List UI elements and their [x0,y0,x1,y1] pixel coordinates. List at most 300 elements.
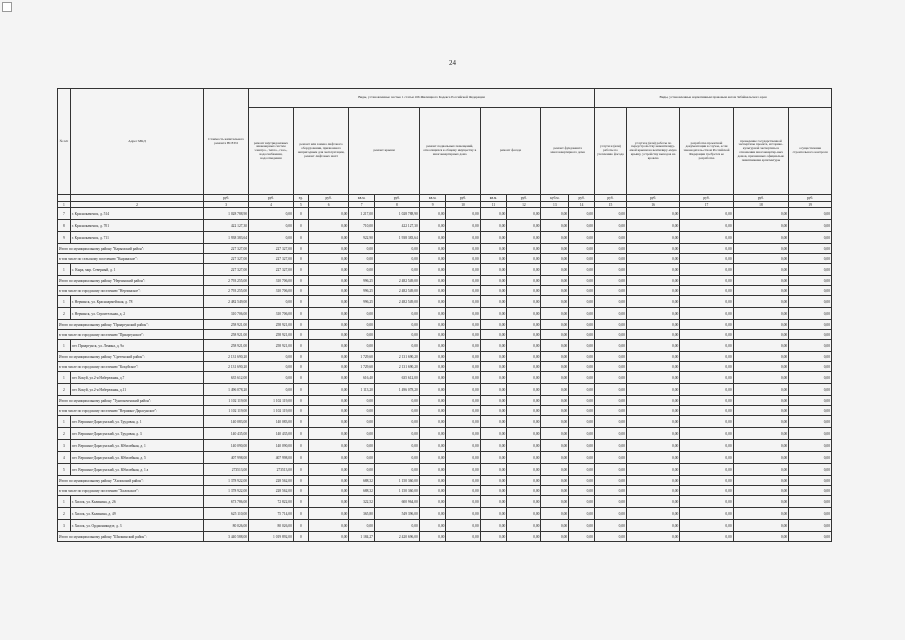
zero-value-cell: 0,00 [419,362,446,372]
unit-cell: кв.м. [349,195,375,202]
roof-cost-cell: 422 127,30 [374,220,419,232]
total-cost-cell: 673 786,00 [204,496,249,508]
zero-value-cell: 0,00 [507,264,541,276]
zero-value-cell: 0,00 [446,452,480,464]
zero-value-cell: 0,00 [446,296,480,308]
zero-value-cell: 0,00 [446,372,480,384]
zero-value-cell: 0,00 [507,286,541,296]
zero-value-cell: 0,00 [680,476,733,486]
engineering-cost-cell: 310 706,00 [249,308,294,320]
zero-value-cell: 0,00 [446,416,480,428]
zero-value-cell: 0,00 [626,476,679,486]
lift-count-cell: 0 [293,232,308,244]
zero-value-cell: 0,00 [680,416,733,428]
row-number: 3 [58,440,71,452]
lift-cost-cell: 0,00 [308,508,349,520]
zero-value-cell: 0,00 [541,308,569,320]
zero-value-cell: 0,00 [507,496,541,508]
zero-value-cell: 0,00 [594,276,626,286]
table-row [58,464,832,476]
zero-value-cell: 0,00 [733,276,789,286]
zero-value-cell: 0,00 [446,254,480,264]
zero-value-cell: 0,00 [626,276,679,286]
zero-value-cell: 0,00 [541,486,569,496]
zero-value-cell: 0,00 [789,452,832,464]
lift-cost-cell: 0,00 [308,340,349,352]
zero-value-cell: 0,00 [541,384,569,396]
subtotal-label: Итого по муниципальному району "Карымский район": [58,244,204,254]
zero-value-cell: 0,00 [594,264,626,276]
zero-value-cell: 0,00 [594,308,626,320]
total-cost-cell: 1 378 922,00 [204,486,249,496]
zero-value-cell: 0,00 [541,396,569,406]
zero-value-cell: 0,00 [480,232,507,244]
zero-value-cell: 0,00 [626,296,679,308]
zero-value-cell: 0,00 [419,244,446,254]
zero-value-cell: 0,00 [446,384,480,396]
roof-area-cell: 922,90 [349,232,375,244]
zero-value-cell: 0,00 [541,372,569,384]
capital-repair-table [57,88,832,542]
lift-count-cell: 0 [293,208,308,220]
address-cell: пгт. Вершино-Дарасунский, ул. Юбилейная, д. 5 [70,452,203,464]
zero-value-cell: 0,00 [680,440,733,452]
zero-value-cell: 0,00 [680,276,733,286]
zero-value-cell: 0,00 [569,254,595,264]
zero-value-cell: 0,00 [419,384,446,396]
engineering-cost-cell: 0,00 [249,384,294,396]
zero-value-cell: 0,00 [507,220,541,232]
roof-cost-cell: 0,00 [374,340,419,352]
zero-value-cell: 0,00 [480,276,507,286]
zero-value-cell: 0,00 [789,340,832,352]
zero-value-cell: 0,00 [541,244,569,254]
col-design-header: разработка проектной документации в случае, если законодатель-ством Российской Федерации требуется ее разработка [680,108,733,195]
zero-value-cell: 0,00 [541,440,569,452]
engineering-cost-cell: 228 562,00 [249,486,294,496]
zero-value-cell: 0,00 [680,296,733,308]
zero-value-cell: 0,00 [446,232,480,244]
unit-cell: руб. [308,195,349,202]
zero-value-cell: 0,00 [419,232,446,244]
unit-cell: руб. [733,195,789,202]
total-cost-cell: 258 921,00 [204,320,249,330]
total-cost-cell: 407 998,00 [204,452,249,464]
zero-value-cell: 0,00 [480,264,507,276]
zero-value-cell: 0,00 [626,416,679,428]
page-number: 24 [449,59,456,67]
zero-value-cell: 0,00 [419,452,446,464]
zero-value-cell: 0,00 [789,416,832,428]
subtotal-label: в том числе по городскому поселению "Вершино-Дарасунское": [58,406,204,416]
roof-area-cell: 0,00 [349,330,375,340]
zero-value-cell: 0,00 [480,286,507,296]
zero-value-cell: 0,00 [507,208,541,220]
zero-value-cell: 0,00 [541,416,569,428]
col-lift-header: ремонт или замена лифтового оборудования, признанного непригодным для эксплуатации, ремонт лифтовых шахт [293,108,348,195]
zero-value-cell: 0,00 [419,396,446,406]
zero-value-cell: 0,00 [626,452,679,464]
zero-value-cell: 0,00 [789,220,832,232]
lift-cost-cell: 0,00 [308,296,349,308]
zero-value-cell: 0,00 [680,286,733,296]
zero-value-cell: 0,00 [541,286,569,296]
address-cell: пгт. Вершино-Дарасунский, ул. Трудовая, д. 1 [70,416,203,428]
lift-cost-cell: 0,00 [308,308,349,320]
zero-value-cell: 0,00 [507,362,541,372]
unit-cell: руб. [569,195,595,202]
zero-value-cell: 0,00 [541,532,569,542]
lift-cost-cell: 0,00 [308,276,349,286]
zero-value-cell: 0,00 [446,308,480,320]
column-number-cell: 10 [446,202,480,208]
total-cost-cell: 1 378 922,00 [204,476,249,486]
unit-cell: кв.м. [480,195,507,202]
zero-value-cell: 0,00 [419,264,446,276]
lift-count-cell: 0 [293,276,308,286]
zero-value-cell: 0,00 [733,406,789,416]
row-number: 1 [58,264,71,276]
zero-value-cell: 0,00 [594,464,626,476]
zero-value-cell: 0,00 [419,330,446,340]
column-number-cell: 8 [374,202,419,208]
roof-cost-cell: 0,00 [374,452,419,464]
zero-value-cell: 0,00 [507,276,541,286]
zero-value-cell: 0,00 [507,384,541,396]
col-basement-header: ремонт подвальных помещений, относящихся к общему имуществу в многоквартирных дома [419,108,480,195]
zero-value-cell: 0,00 [507,352,541,362]
total-cost-cell: 273513,00 [204,464,249,476]
address-cell: пгт. Вершино-Дарасунский, ул. Юбилейная, д. 1 а [70,464,203,476]
roof-cost-cell: 0,00 [374,264,419,276]
lift-count-cell: 0 [293,264,308,276]
zero-value-cell: 0,00 [569,232,595,244]
table-row [58,384,832,396]
zero-value-cell: 0,00 [789,396,832,406]
subtotal-row [58,406,832,416]
engineering-cost-cell: 140 090,00 [249,440,294,452]
zero-value-cell: 0,00 [541,254,569,264]
lift-count-cell: 0 [293,406,308,416]
zero-value-cell: 0,00 [626,340,679,352]
zero-value-cell: 0,00 [446,264,480,276]
zero-value-cell: 0,00 [594,320,626,330]
zero-value-cell: 0,00 [419,520,446,532]
lift-count-cell: 0 [293,320,308,330]
lift-count-cell: 0 [293,464,308,476]
zero-value-cell: 0,00 [419,464,446,476]
zero-value-cell: 0,00 [541,296,569,308]
zero-value-cell: 0,00 [541,276,569,286]
lift-count-cell: 0 [293,340,308,352]
zero-value-cell: 0,00 [789,476,832,486]
roof-area-cell: 1 113,20 [349,384,375,396]
roof-area-cell: 0,00 [349,264,375,276]
address-cell: пгт. Вершино-Дарасунский, ул. Юбилейная, д. 1 [70,440,203,452]
engineering-cost-cell: 80 026,00 [249,520,294,532]
zero-value-cell: 0,00 [569,330,595,340]
col-insulation-header: услуги и (или) работы по утеплению фасада [594,108,626,195]
roof-area-cell: 996,25 [349,276,375,286]
subtotal-row [58,476,832,486]
zero-value-cell: 0,00 [446,520,480,532]
row-number: 2 [58,384,71,396]
roof-cost-cell: 0,00 [374,440,419,452]
roof-area-cell: 616,40 [349,372,375,384]
roof-cost-cell: 2 131 690,20 [374,362,419,372]
zero-value-cell: 0,00 [594,416,626,428]
unit-cell: руб. [249,195,294,202]
zero-value-cell: 0,00 [594,440,626,452]
address-cell: пгт. Кокуй, ул.2-я Набережная, д.11 [70,384,203,396]
roof-area-cell: 710,00 [349,220,375,232]
lift-cost-cell: 0,00 [308,396,349,406]
zero-value-cell: 0,00 [541,496,569,508]
zero-value-cell: 0,00 [541,352,569,362]
zero-value-cell: 0,00 [594,220,626,232]
lift-cost-cell: 0,00 [308,520,349,532]
lift-count-cell: 0 [293,384,308,396]
engineering-cost-cell: 0,00 [249,362,294,372]
roof-area-cell: 996,25 [349,286,375,296]
zero-value-cell: 0,00 [594,508,626,520]
lift-count-cell: 0 [293,396,308,406]
zero-value-cell: 0,00 [569,496,595,508]
lift-count-cell: 0 [293,428,308,440]
engineering-cost-cell: 227 327,00 [249,254,294,264]
col-address-header: Адрес МКД [70,89,203,195]
roof-cost-cell: 2 420 696,00 [374,532,419,542]
zero-value-cell: 0,00 [594,362,626,372]
lift-count-cell: 0 [293,532,308,542]
zero-value-cell: 0,00 [789,244,832,254]
lift-count-cell: 0 [293,254,308,264]
total-cost-cell: 310 706,00 [204,308,249,320]
zero-value-cell: 0,00 [419,416,446,428]
lift-cost-cell: 0,00 [308,352,349,362]
zero-value-cell: 0,00 [594,520,626,532]
zero-value-cell: 0,00 [446,496,480,508]
row-number: 1 [58,340,71,352]
zero-value-cell: 0,00 [626,320,679,330]
engineering-cost-cell: 140 083,00 [249,416,294,428]
zero-value-cell: 0,00 [789,352,832,362]
zero-value-cell: 0,00 [480,254,507,264]
zero-value-cell: 0,00 [419,372,446,384]
zero-value-cell: 0,00 [507,396,541,406]
total-cost-cell: 258 921,00 [204,340,249,352]
total-cost-cell: 258 921,00 [204,330,249,340]
zero-value-cell: 0,00 [680,496,733,508]
lift-cost-cell: 0,00 [308,232,349,244]
zero-value-cell: 0,00 [419,508,446,520]
total-cost-cell: 140 083,00 [204,416,249,428]
column-number-cell: 13 [541,202,569,208]
address-cell: г. Краснокаменск, д. 701 [70,220,203,232]
engineering-cost-cell: 227 327,00 [249,264,294,276]
total-cost-cell: 227 327,00 [204,254,249,264]
engineering-cost-cell: 0,00 [249,352,294,362]
zero-value-cell: 0,00 [789,330,832,340]
lift-cost-cell: 0,00 [308,264,349,276]
column-number-cell: 15 [594,202,626,208]
table-row [58,296,832,308]
zero-value-cell: 0,00 [789,508,832,520]
column-number-cell: 9 [419,202,446,208]
row-number: 1 [58,416,71,428]
zero-value-cell: 0,00 [680,384,733,396]
lift-cost-cell: 0,00 [308,532,349,542]
zero-value-cell: 0,00 [569,440,595,452]
zero-value-cell: 0,00 [541,330,569,340]
lift-count-cell: 0 [293,308,308,320]
subtotal-row [58,396,832,406]
engineering-cost-cell: 0,00 [249,232,294,244]
zero-value-cell: 0,00 [446,486,480,496]
zero-value-cell: 0,00 [480,476,507,486]
subtotal-label: Итого по муниципальному району "Сретенский район": [58,352,204,362]
zero-value-cell: 0,00 [569,464,595,476]
zero-value-cell: 0,00 [569,264,595,276]
zero-value-cell: 0,00 [733,340,789,352]
zero-value-cell: 0,00 [680,330,733,340]
subtotal-row [58,254,832,264]
roof-area-cell: 996,25 [349,296,375,308]
total-cost-cell: 227 327,00 [204,244,249,254]
address-cell: г. Нерчинск, ул. Строительная, д. 2 [70,308,203,320]
lift-cost-cell: 0,00 [308,244,349,254]
zero-value-cell: 0,00 [789,406,832,416]
total-cost-cell: 2 131 690,20 [204,352,249,362]
address-cell: г. Хилок, ул. Орджоникидзе, д. 3 [70,520,203,532]
zero-value-cell: 0,00 [789,384,832,396]
zero-value-cell: 0,00 [541,464,569,476]
zero-value-cell: 0,00 [569,352,595,362]
address-cell: г. Хилок, ул. Калинина, д. 49 [70,508,203,520]
zero-value-cell: 0,00 [626,486,679,496]
address-cell: пгт. Вершино-Дарасунский, ул. Трудовая, д. 3 [70,428,203,440]
total-cost-cell: 2 131 690,20 [204,362,249,372]
lift-count-cell: 0 [293,220,308,232]
zero-value-cell: 0,00 [446,406,480,416]
zero-value-cell: 0,00 [507,308,541,320]
roof-cost-cell: 2 482 549,00 [374,296,419,308]
lift-cost-cell: 0,00 [308,486,349,496]
roof-cost-cell: 0,00 [374,244,419,254]
zero-value-cell: 0,00 [733,352,789,362]
zero-value-cell: 0,00 [789,296,832,308]
roof-area-cell: 0,00 [349,308,375,320]
zero-value-cell: 0,00 [419,308,446,320]
engineering-cost-cell: 227 327,00 [249,244,294,254]
zero-value-cell: 0,00 [569,452,595,464]
lift-cost-cell: 0,00 [308,452,349,464]
zero-value-cell: 0,00 [626,406,679,416]
zero-value-cell: 0,00 [626,496,679,508]
subtotal-row [58,486,832,496]
zero-value-cell: 0,00 [789,320,832,330]
zero-value-cell: 0,00 [789,496,832,508]
zero-value-cell: 0,00 [626,308,679,320]
zero-value-cell: 0,00 [733,476,789,486]
zero-value-cell: 0,00 [789,464,832,476]
lift-cost-cell: 0,00 [308,416,349,428]
zero-value-cell: 0,00 [680,208,733,220]
engineering-cost-cell: 72 822,00 [249,496,294,508]
zero-value-cell: 0,00 [446,286,480,296]
table-row [58,440,832,452]
col-foundation-header: ремонт фундамента многоквартирного дома [541,108,595,195]
zero-value-cell: 0,00 [626,232,679,244]
roof-cost-cell: 0,00 [374,330,419,340]
zero-value-cell: 0,00 [480,352,507,362]
zero-value-cell: 0,00 [480,208,507,220]
zero-value-cell: 0,00 [541,232,569,244]
total-cost-cell: 2 793 255,00 [204,276,249,286]
zero-value-cell: 0,00 [733,440,789,452]
lift-count-cell: 0 [293,520,308,532]
lift-cost-cell: 0,00 [308,372,349,384]
zero-value-cell: 0,00 [569,362,595,372]
total-cost-cell: 635 612,00 [204,372,249,384]
zero-value-cell: 0,00 [680,352,733,362]
zero-value-cell: 0,00 [733,220,789,232]
zero-value-cell: 0,00 [507,372,541,384]
unit-cell: руб. [204,195,249,202]
column-number-cell: 1 [58,202,71,208]
col-expertise-header: проведение государственной экспертизы проекта, историко-культурной экспертизы в отношении многоквартир-ных домов, признанных официально памятниками архитектуры [733,108,789,195]
zero-value-cell: 0,00 [419,406,446,416]
row-number: 2 [58,308,71,320]
zero-value-cell: 0,00 [733,452,789,464]
row-number: 9 [58,232,71,244]
zero-value-cell: 0,00 [446,464,480,476]
zero-value-cell: 0,00 [733,362,789,372]
roof-area-cell: 0,00 [349,520,375,532]
zero-value-cell: 0,00 [626,264,679,276]
zero-value-cell: 0,00 [569,220,595,232]
zero-value-cell: 0,00 [541,208,569,220]
lift-cost-cell: 0,00 [308,220,349,232]
subtotal-label: Итого по муниципальному району "Шилкинский район": [58,532,204,542]
column-number-cell: 11 [480,202,507,208]
table-row [58,264,832,276]
zero-value-cell: 0,00 [594,286,626,296]
roof-area-cell: 1 184,27 [349,532,375,542]
roof-area-cell: 1 217,00 [349,208,375,220]
zero-value-cell: 0,00 [446,362,480,372]
zero-value-cell: 0,00 [541,476,569,486]
lift-count-cell: 0 [293,330,308,340]
table-row [58,232,832,244]
zero-value-cell: 0,00 [594,254,626,264]
roof-cost-cell: 0,00 [374,320,419,330]
lift-count-cell: 0 [293,440,308,452]
zero-value-cell: 0,00 [480,496,507,508]
row-number: 1 [58,296,71,308]
table-row [58,372,832,384]
zero-value-cell: 0,00 [680,372,733,384]
zero-value-cell: 0,00 [569,476,595,486]
subtotal-label: Итого по муниципальному району "Приаргунский район": [58,320,204,330]
row-number: 2 [58,508,71,520]
page-corner-marker [2,2,12,12]
row-number: 7 [58,208,71,220]
zero-value-cell: 0,00 [446,352,480,362]
roof-cost-cell: 1 028 788,90 [374,208,419,220]
roof-area-cell: 0,00 [349,464,375,476]
column-number-cell: 5 [293,202,308,208]
